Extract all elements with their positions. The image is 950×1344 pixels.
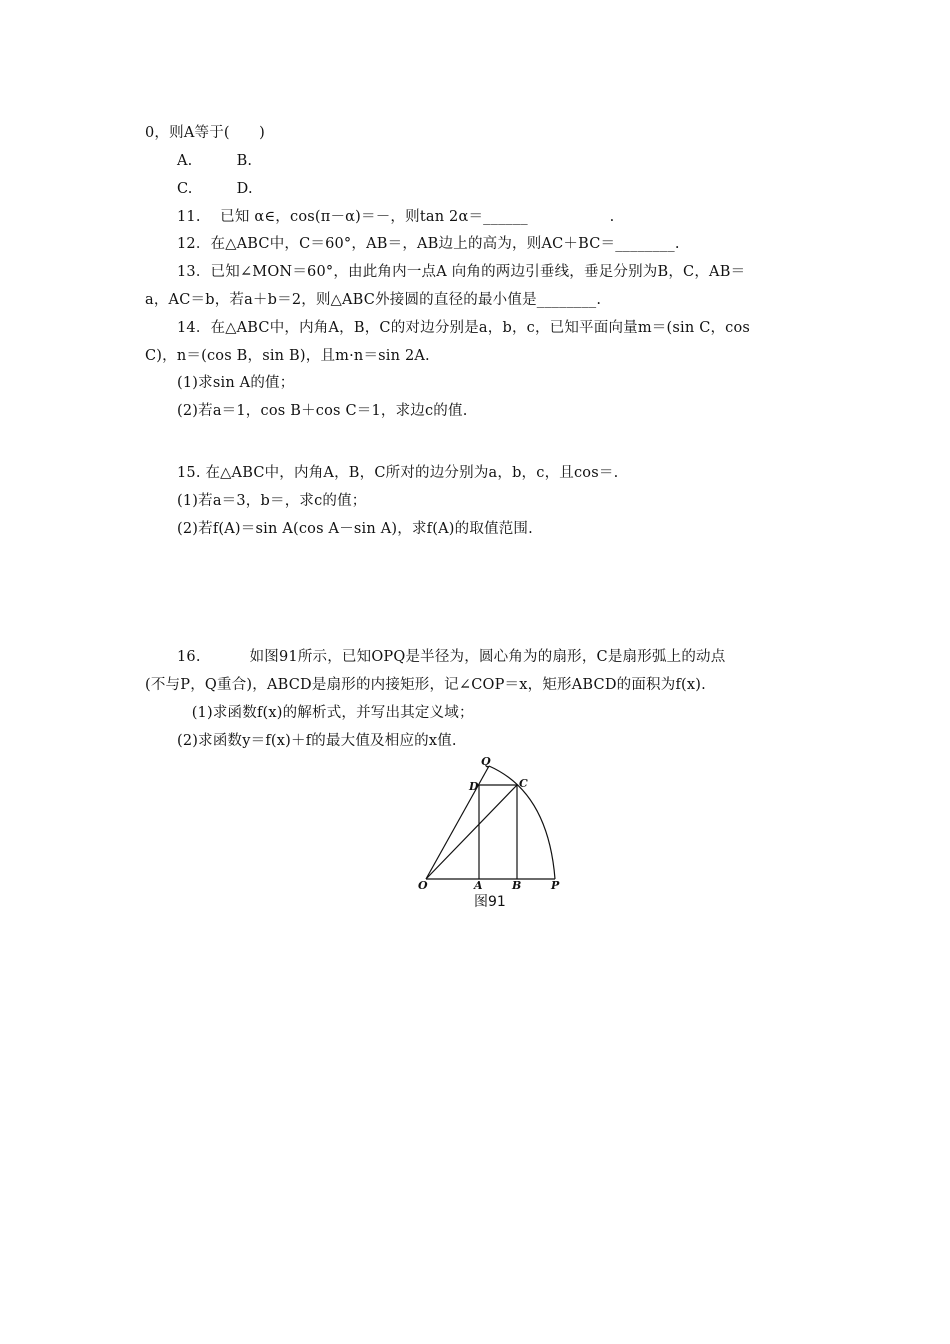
label-p: P [551,879,560,892]
text-line-16: (不与P，Q重合)，ABCD是扇形的内接矩形，记∠COP＝x，矩形ABCD的面积为f(x). [145,677,706,693]
text-line-1: 0，则A等于( ) [145,125,266,141]
text-line-8: 14．在△ABC中，内角A，B，C的对边分别是a，b，c，已知平面向量m＝(sin C，cos [177,320,751,336]
text-line-10: (1)求sin A的值； [177,375,295,391]
text-line-14: (2)若f(A)＝sin A(cos A－sin A)，求f(A)的取值范围. [177,521,533,537]
text-line-15: 16. 如图91所示，已知OPQ是半径为，圆心角为的扇形，C是扇形弧上的动点 [177,649,726,665]
text-line-17: (1)求函数f(x)的解析式，并写出其定义域； [177,705,474,721]
text-line-12: 15. 在△ABC中，内角A，B，C所对的边分别为a，b，c，且cos＝. [177,465,619,481]
text-line-13: (1)若a＝3，b＝，求c的值； [177,493,367,509]
text-line-2: A. B. [177,153,253,169]
figure-caption: 图91 [474,894,506,910]
text-line-6: 13．已知∠MON＝60°，由此角内一点A 向角的两边引垂线，垂足分别为B，C，AB＝ [177,264,746,280]
text-line-3: C. D. [177,181,253,197]
label-d: D [469,780,479,793]
text-line-5: 12．在△ABC中，C＝60°，AB＝，AB边上的高为，则AC＋BC＝________. [177,236,680,252]
label-a: A [474,879,483,892]
sector-diagram [412,752,572,892]
label-q: Q [481,755,491,768]
text-line-7: a，AC＝b，若a＋b＝2，则△ABC外接圆的直径的最小值是________. [145,292,602,308]
text-line-11: (2)若a＝1，cos B＋cos C＝1，求边c的值. [177,403,468,419]
text-line-9: C)，n＝(cos B，sin B)，且m·n＝sin 2A. [145,348,430,364]
text-line-4: 11. 已知 α∈，cos(π－α)＝－，则tan 2α＝______ . [177,209,615,225]
segment-oc [426,785,517,879]
label-c: C [519,777,528,790]
label-o: O [418,879,428,892]
label-b: B [512,879,522,892]
text-line-18: (2)求函数y＝f(x)＋f的最大值及相应的x值. [177,733,457,749]
